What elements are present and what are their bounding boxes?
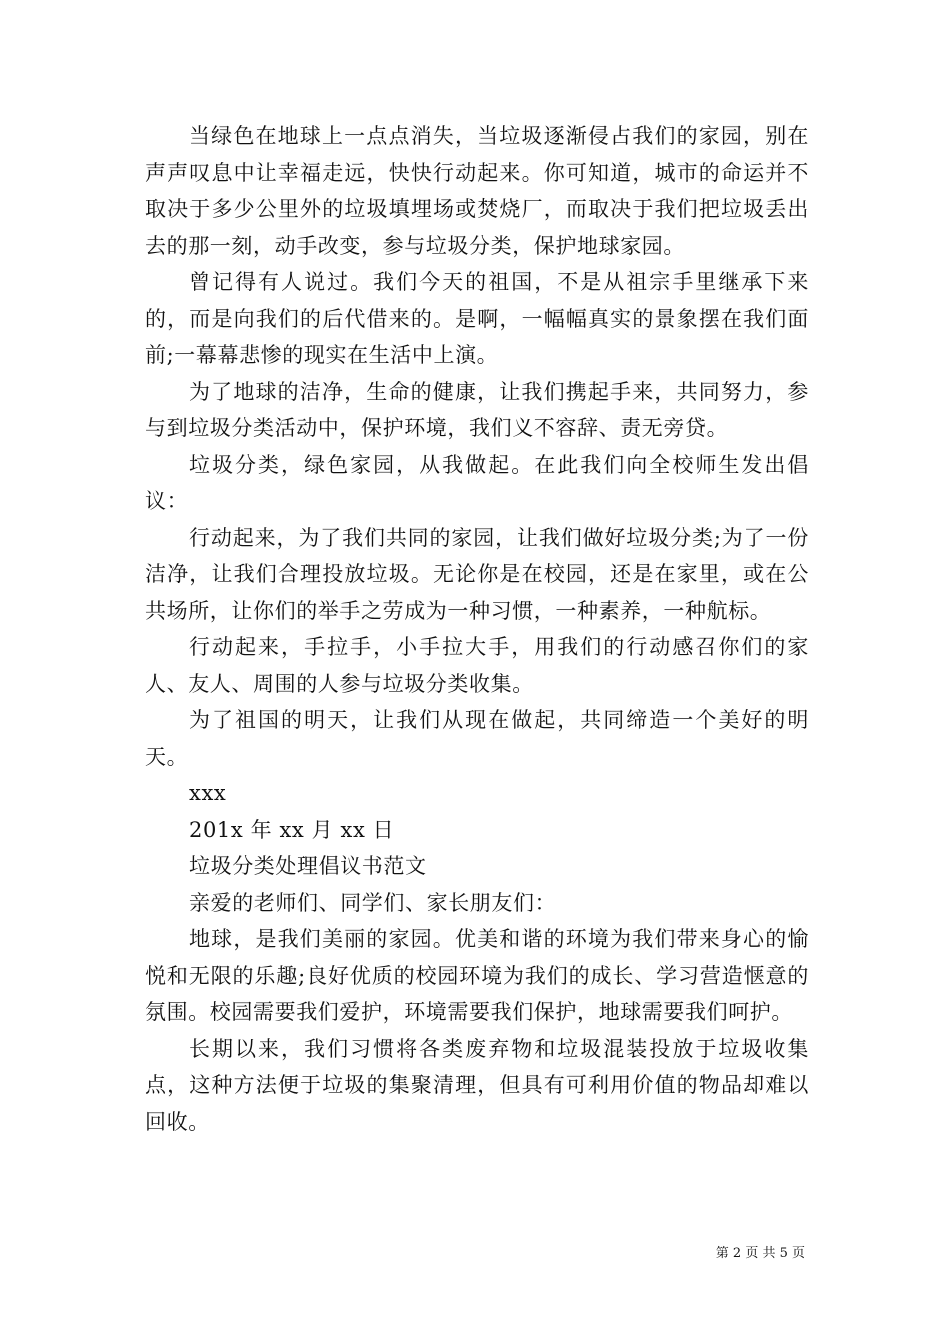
- paragraph-2: 曾记得有人说过。我们今天的祖国，不是从祖宗手里继承下来的，而是向我们的后代借来的。是啊，一幅幅真实的景象摆在我们面前;一幕幕悲惨的现实在生活中上演。: [145, 270, 809, 367]
- paragraph-7: 为了祖国的明天，让我们从现在做起，共同缔造一个美好的明天。: [145, 708, 809, 769]
- paragraph-3: 为了地球的洁净，生命的健康，让我们携起手来，共同努力，参与到垃圾分类活动中，保护环境，我们义不容辞、责无旁贷。: [145, 379, 809, 440]
- document-body: [145, 118, 809, 1140]
- salutation: 亲爱的老师们、同学们、家长朋友们：: [189, 890, 557, 915]
- paragraph-1: 当绿色在地球上一点点消失，当垃圾逐渐侵占我们的家园，别在声声叹息中让幸福走远，快快行动起来。你可知道，城市的命运并不取决于多少公里外的垃圾填埋场或焚烧厂，而取决于我们把垃圾丢出去的那一刻，动手改变，参与垃圾分类，保护地球家园。: [145, 124, 809, 258]
- section-title: 垃圾分类处理倡议书范文: [189, 854, 427, 878]
- page-number: 第 2 页 共 5 页: [715, 1246, 805, 1261]
- paragraph-5: 行动起来，为了我们共同的家园，让我们做好垃圾分类;为了一份洁净，让我们合理投放垃圾。无论你是在校园，还是在家里，或在公共场所，让你们的举手之劳成为一种习惯，一种素养，一种航标。: [145, 525, 809, 623]
- paragraph-9: 长期以来，我们习惯将各类废弃物和垃圾混装投放于垃圾收集点，这种方法便于垃圾的集聚清理，但具有可利用价值的物品却难以回收。: [145, 1036, 809, 1134]
- signature: xxx: [189, 781, 227, 805]
- paragraph-8: 地球，是我们美丽的家园。优美和谐的环境为我们带来身心的愉悦和无限的乐趣;良好优质的校园环境为我们的成长、学习营造惬意的氛围。校园需要我们爱护，环境需要我们保护，地球需要我们呵护。: [145, 927, 809, 1024]
- paragraph-6: 行动起来，手拉手，小手拉大手，用我们的行动感召你们的家人、友人、周围的人参与垃圾分类收集。: [145, 635, 809, 696]
- date-line: 201x 年 xx 月 xx 日: [189, 817, 395, 842]
- paragraph-4: 垃圾分类，绿色家园，从我做起。在此我们向全校师生发出倡议：: [145, 452, 809, 513]
